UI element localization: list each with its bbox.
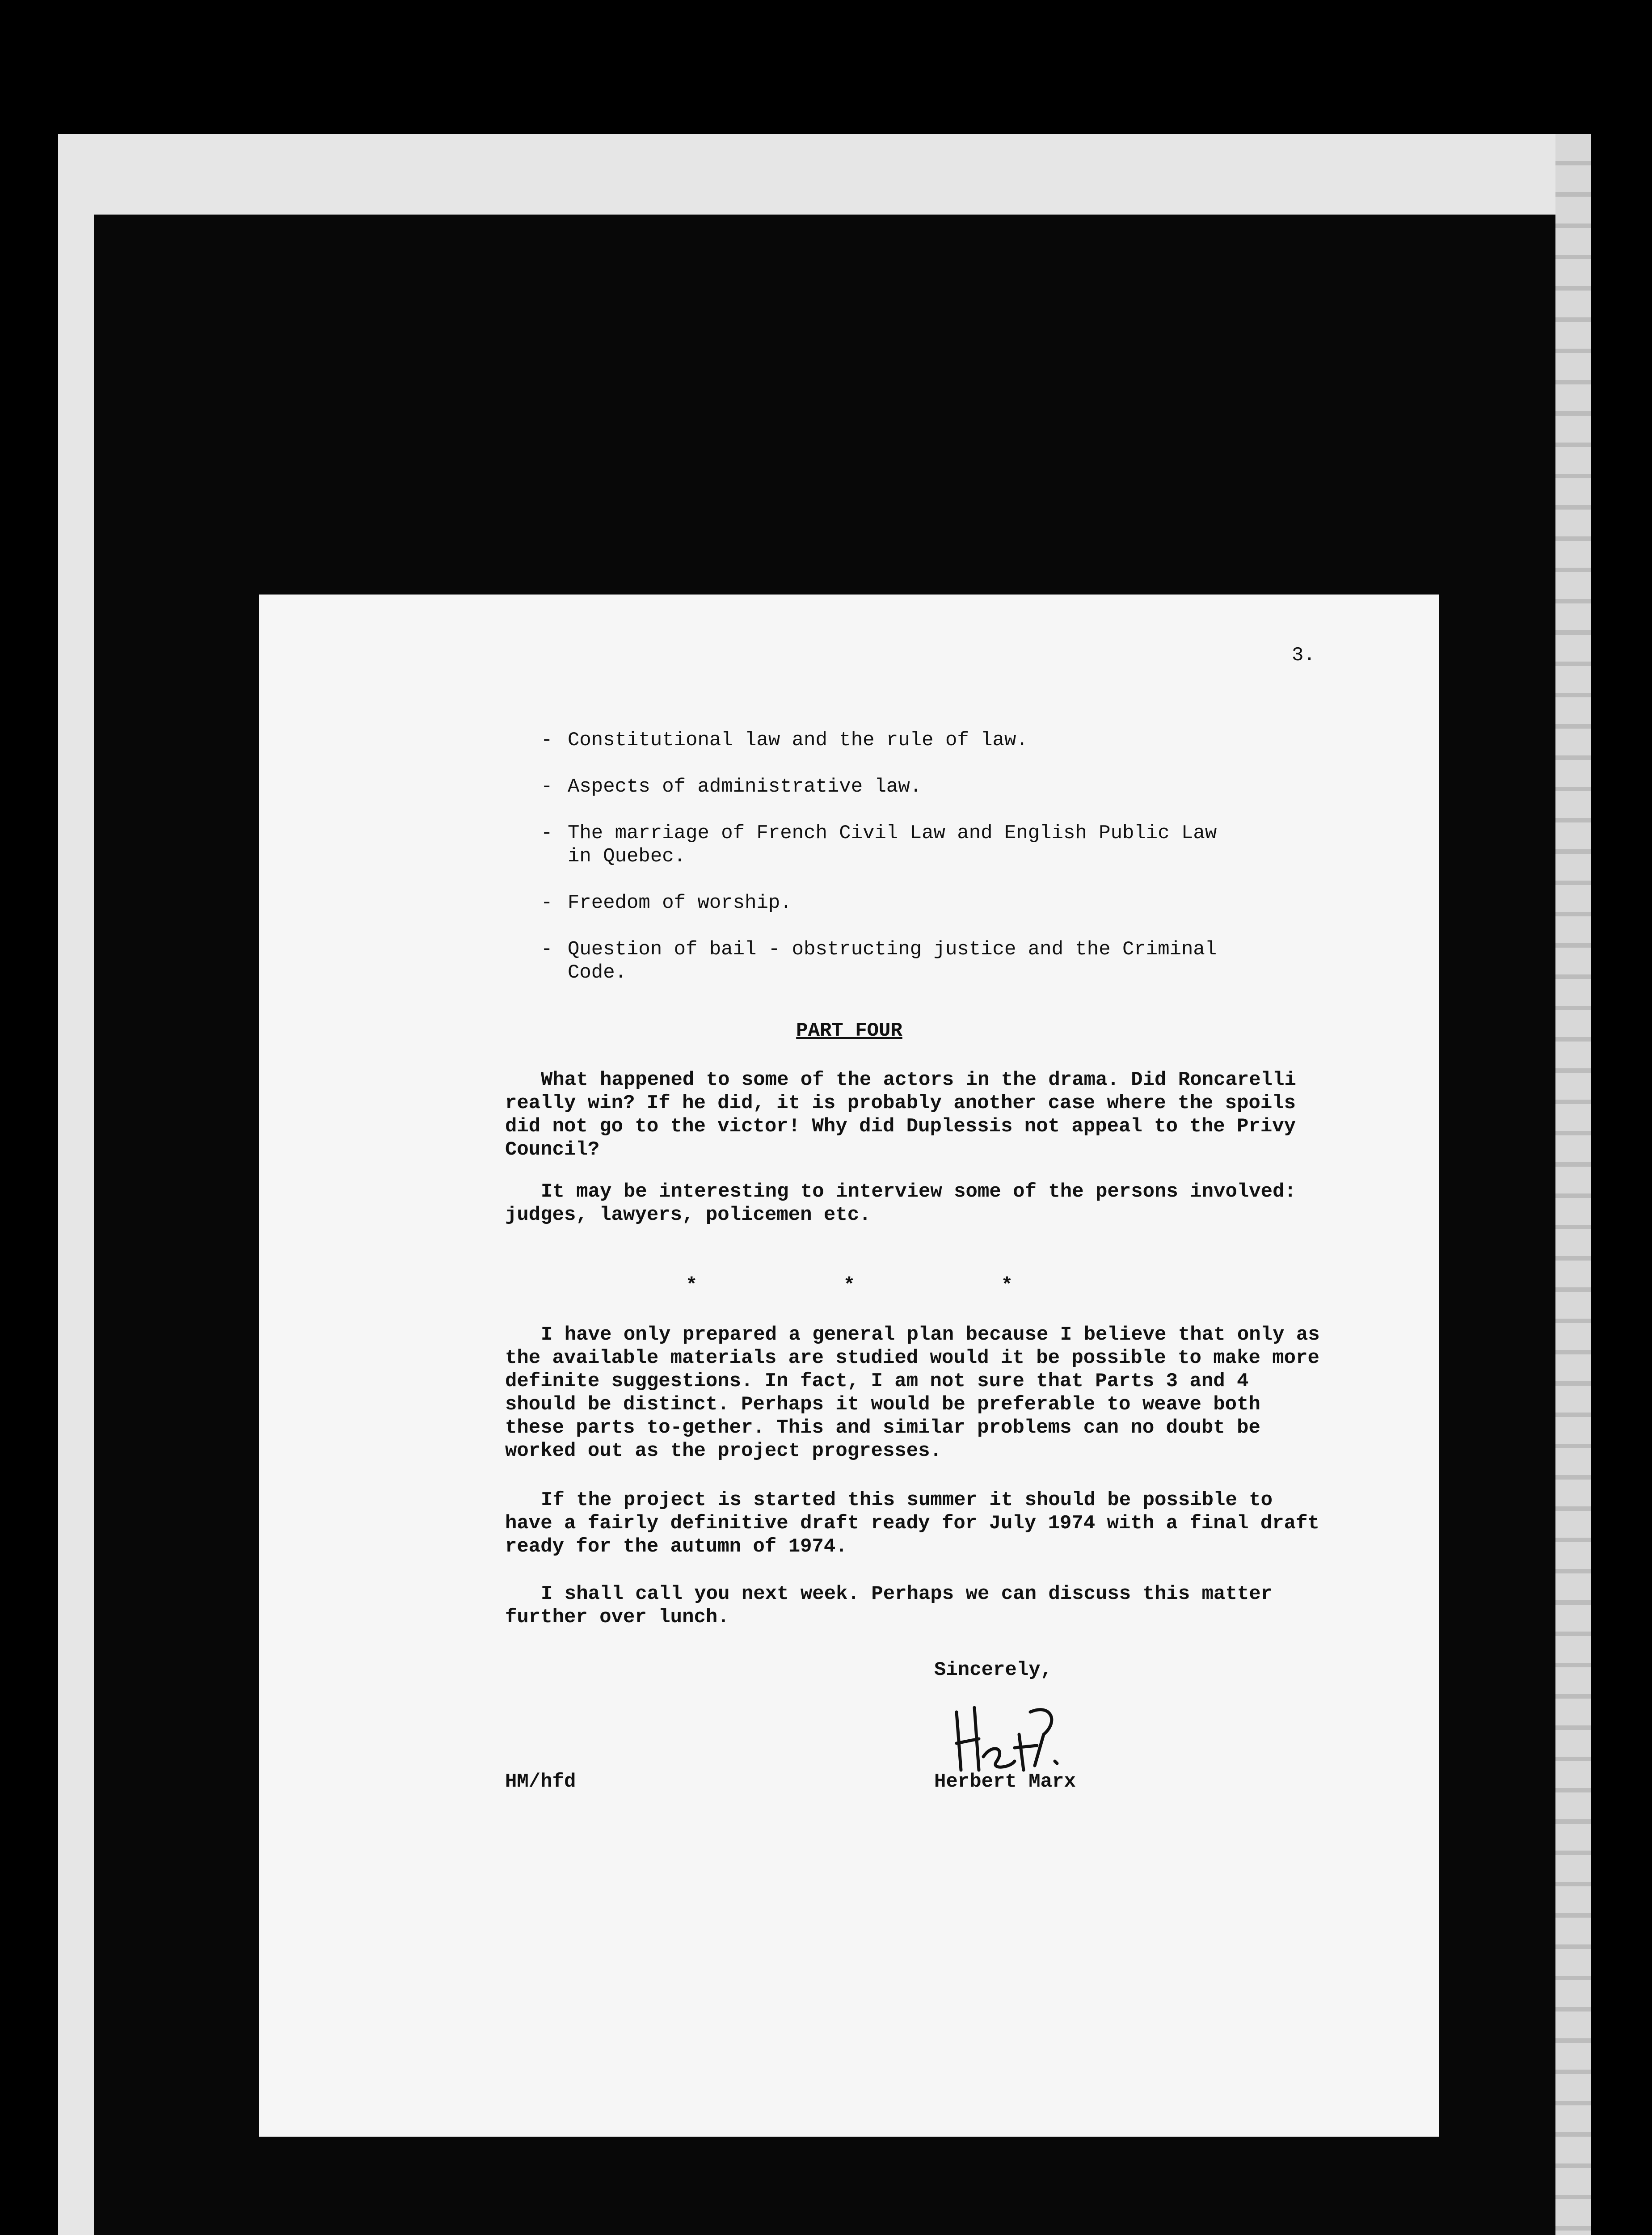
bullet-text: Aspects of administrative law. (568, 776, 922, 798)
bullet-dash: - (541, 729, 553, 751)
bullet-item (541, 891, 1301, 915)
bullet-dash: - (541, 938, 553, 961)
film-edge-strip (1555, 134, 1591, 2235)
paragraph-1: What happened to some of the actors in the drama. Did Roncarelli really win? If he did, it is probably another case where the spoils did not go to the victor! Why did Duplessis not appeal to the Privy Council? (505, 1069, 1296, 1161)
bullet-text: Question of bail - obstructing justice and the Criminal Code. (568, 938, 1217, 984)
bullet-text: Freedom of worship. (568, 892, 792, 914)
page-number: 3. (1292, 644, 1315, 666)
bullet-text: Constitutional law and the rule of law. (568, 729, 1028, 751)
section-heading: PART FOUR (796, 1020, 902, 1042)
bullet-dash: - (541, 776, 553, 798)
paragraph-2: It may be interesting to interview some of the persons involved: judges, lawyers, policemen etc. (505, 1181, 1296, 1226)
bullet-text: The marriage of French Civil Law and English Public Law in Quebec. (568, 822, 1217, 868)
paragraph-5: I shall call you next week. Perhaps we can discuss this matter further over lunch. (505, 1583, 1273, 1628)
closing: Sincerely, (934, 1659, 1053, 1681)
paragraph-3: I have only prepared a general plan because I believe that only as the available materials are studied would it be possible to make more definite suggestions. In fact, I am not sure that Parts 3 and 4 should be distinct. Perhaps it would be preferable to weave both these parts to-gether. This and similar problems can no doubt be worked out as the project progresses. (505, 1324, 1320, 1462)
bullet-item (541, 938, 1301, 984)
bullet-dash: - (541, 892, 553, 914)
bullet-item (541, 729, 1301, 752)
signer-name: Herbert Marx (934, 1771, 1076, 1793)
bullet-item (541, 822, 1301, 868)
letter-page (259, 595, 1439, 2137)
paragraph-4: If the project is started this summer it should be possible to have a fairly definitive draft ready for July 1974 with a final draft ready for the autumn of 1974. (505, 1489, 1319, 1558)
typist-initials: HM/hfd (505, 1771, 576, 1793)
bullet-list (541, 729, 1301, 1008)
section-separator: * * * (685, 1274, 1013, 1297)
bullet-item (541, 775, 1301, 798)
bullet-dash: - (541, 822, 553, 844)
